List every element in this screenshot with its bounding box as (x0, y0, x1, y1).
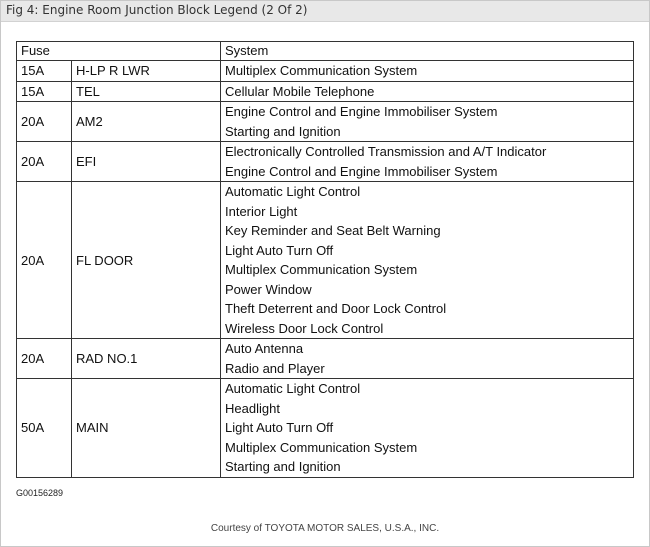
fuse-column-header: Fuse (17, 42, 221, 61)
table-row (17, 379, 634, 478)
table-row (17, 102, 634, 142)
table-header-row (17, 42, 634, 61)
fuse-amperage: 20A (17, 182, 72, 339)
system-item: Multiplex Communication System (225, 439, 418, 455)
fuse-amperage: 50A (17, 379, 72, 478)
figure-title: Fig 4: Engine Room Junction Block Legend (2 Of 2) (6, 3, 308, 17)
fuse-amperage: 20A (17, 102, 72, 142)
system-item: Radio and Player (225, 360, 325, 376)
system-item: Power Window (225, 281, 312, 297)
figure-id: G00156289 (16, 488, 64, 498)
fuse-name: FL DOOR (72, 182, 221, 339)
fuse-name: RAD NO.1 (72, 339, 221, 379)
table-row (17, 142, 634, 182)
system-item: Multiplex Communication System (225, 63, 418, 78)
fuse-systems (221, 81, 634, 102)
system-item: Electronically Controlled Transmission and A/T Indicator (225, 144, 547, 159)
table-body (17, 61, 634, 478)
fuse-name: TEL (72, 81, 221, 102)
system-item: Wireless Door Lock Control (225, 320, 384, 336)
system-item: Light Auto Turn Off (225, 420, 334, 435)
fuse-systems (221, 102, 634, 142)
system-column-header: System (221, 42, 634, 61)
fuse-legend-table (16, 41, 634, 478)
fuse-name: H-LP R LWR (72, 61, 221, 82)
fuse-amperage: 20A (17, 142, 72, 182)
system-item: Starting and Ignition (225, 459, 341, 474)
fuse-systems (221, 339, 634, 379)
system-item: Interior Light (225, 203, 298, 219)
fuse-amperage: 20A (17, 339, 72, 379)
system-item: Cellular Mobile Telephone (225, 83, 375, 99)
system-item: Key Reminder and Seat Belt Warning (225, 223, 441, 238)
system-item: Headlight (225, 400, 280, 416)
title-bar (1, 1, 649, 22)
fuse-systems (221, 61, 634, 82)
table-row (17, 61, 634, 82)
system-item: Light Auto Turn Off (225, 242, 334, 258)
system-item: Engine Control and Engine Immobiliser System (225, 163, 498, 179)
table-row (17, 339, 634, 379)
fuse-name: AM2 (72, 102, 221, 142)
system-item: Engine Control and Engine Immobiliser System (225, 104, 498, 119)
system-item: Multiplex Communication System (225, 262, 418, 277)
fuse-amperage: 15A (17, 61, 72, 82)
system-item: Automatic Light Control (225, 184, 361, 199)
fuse-amperage: 15A (17, 81, 72, 102)
system-item: Theft Deterrent and Door Lock Control (225, 301, 447, 316)
table-row (17, 182, 634, 339)
system-item: Auto Antenna (225, 341, 304, 356)
fuse-systems (221, 379, 634, 478)
courtesy-note: Courtesy of TOYOTA MOTOR SALES, U.S.A., INC. (210, 523, 440, 534)
table-row (17, 81, 634, 102)
fuse-name: EFI (72, 142, 221, 182)
fuse-name: MAIN (72, 379, 221, 478)
fuse-systems (221, 142, 634, 182)
fuse-systems (221, 182, 634, 339)
system-item: Starting and Ignition (225, 123, 341, 139)
system-item: Automatic Light Control (225, 381, 361, 396)
